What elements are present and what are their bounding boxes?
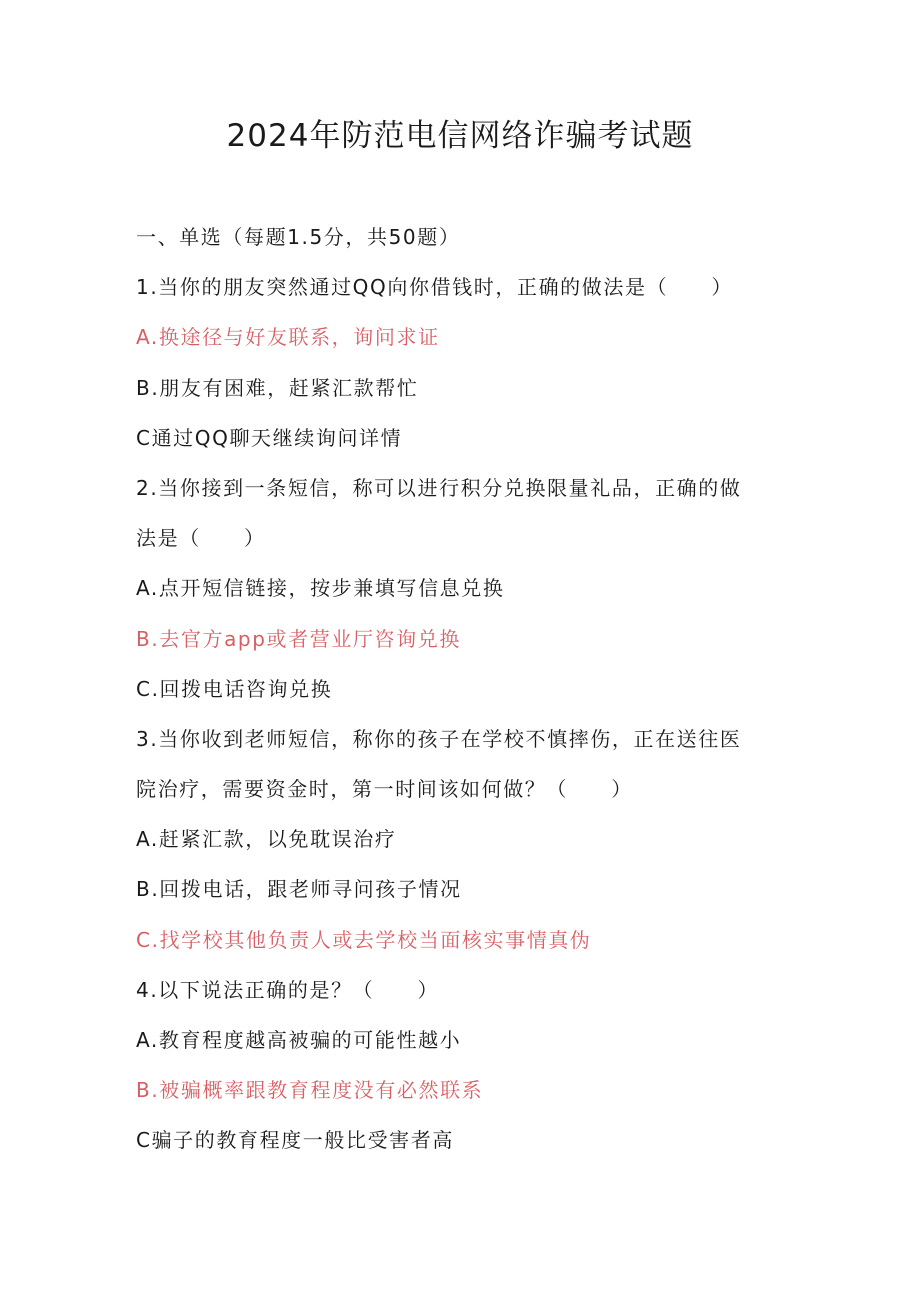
document-body — [136, 212, 836, 1166]
question-4-option-c: C骗子的教育程度一般比受害者高 — [136, 1128, 454, 1153]
question-2-option-c: C.回拨电话咨询兑换 — [136, 676, 333, 701]
question-3-option-b: B.回拨电话，跟老师寻问孩子情况 — [136, 877, 462, 902]
question-2-option-b: B.去官方app或者营业厅咨询兑换 — [136, 626, 461, 651]
question-4-option-a: A.教育程度越高被骗的可能性越小 — [136, 1028, 462, 1052]
question-1-option-a: A.换途径与好友联系，询问求证 — [136, 325, 440, 350]
question-1-option-b: B.朋友有困难，赶紧汇款帮忙 — [136, 375, 419, 400]
question-4-option-b: B.被骗概率跟教育程度没有必然联系 — [136, 1078, 484, 1103]
document-title: 2024年防范电信网络诈骗考试题 — [226, 118, 694, 154]
question-2-option-a: A.点开短信链接，按步兼填写信息兑换 — [136, 576, 505, 601]
question-3-stem: 3.当你收到老师短信，称你的孩子在学校不慎摔伤，正在送往医 — [136, 726, 742, 751]
question-2-stem-continued: 法是（ ） — [136, 526, 266, 551]
question-2-stem: 2.当你接到一条短信，称可以进行积分兑换限量礼品，正确的做 — [136, 475, 742, 500]
question-3-option-a: A.赶紧汇款，以免耽误治疗 — [136, 827, 397, 852]
question-3-option-c: C.找学校其他负责人或去学校当面核实事情真伪 — [136, 927, 592, 952]
question-1-stem: 1.当你的朋友突然通过QQ向你借钱时，正确的做法是（ ） — [136, 275, 733, 300]
question-1-option-c: C通过QQ聊天继续询问详情 — [136, 425, 403, 450]
section-heading: 一、单选（每题1.5分，共50题） — [136, 225, 461, 249]
question-3-stem-continued: 院治疗，需要资金时，第一时间该如何做？（ ） — [136, 777, 633, 802]
question-4-stem: 4.以下说法正确的是？（ ） — [136, 977, 440, 1002]
